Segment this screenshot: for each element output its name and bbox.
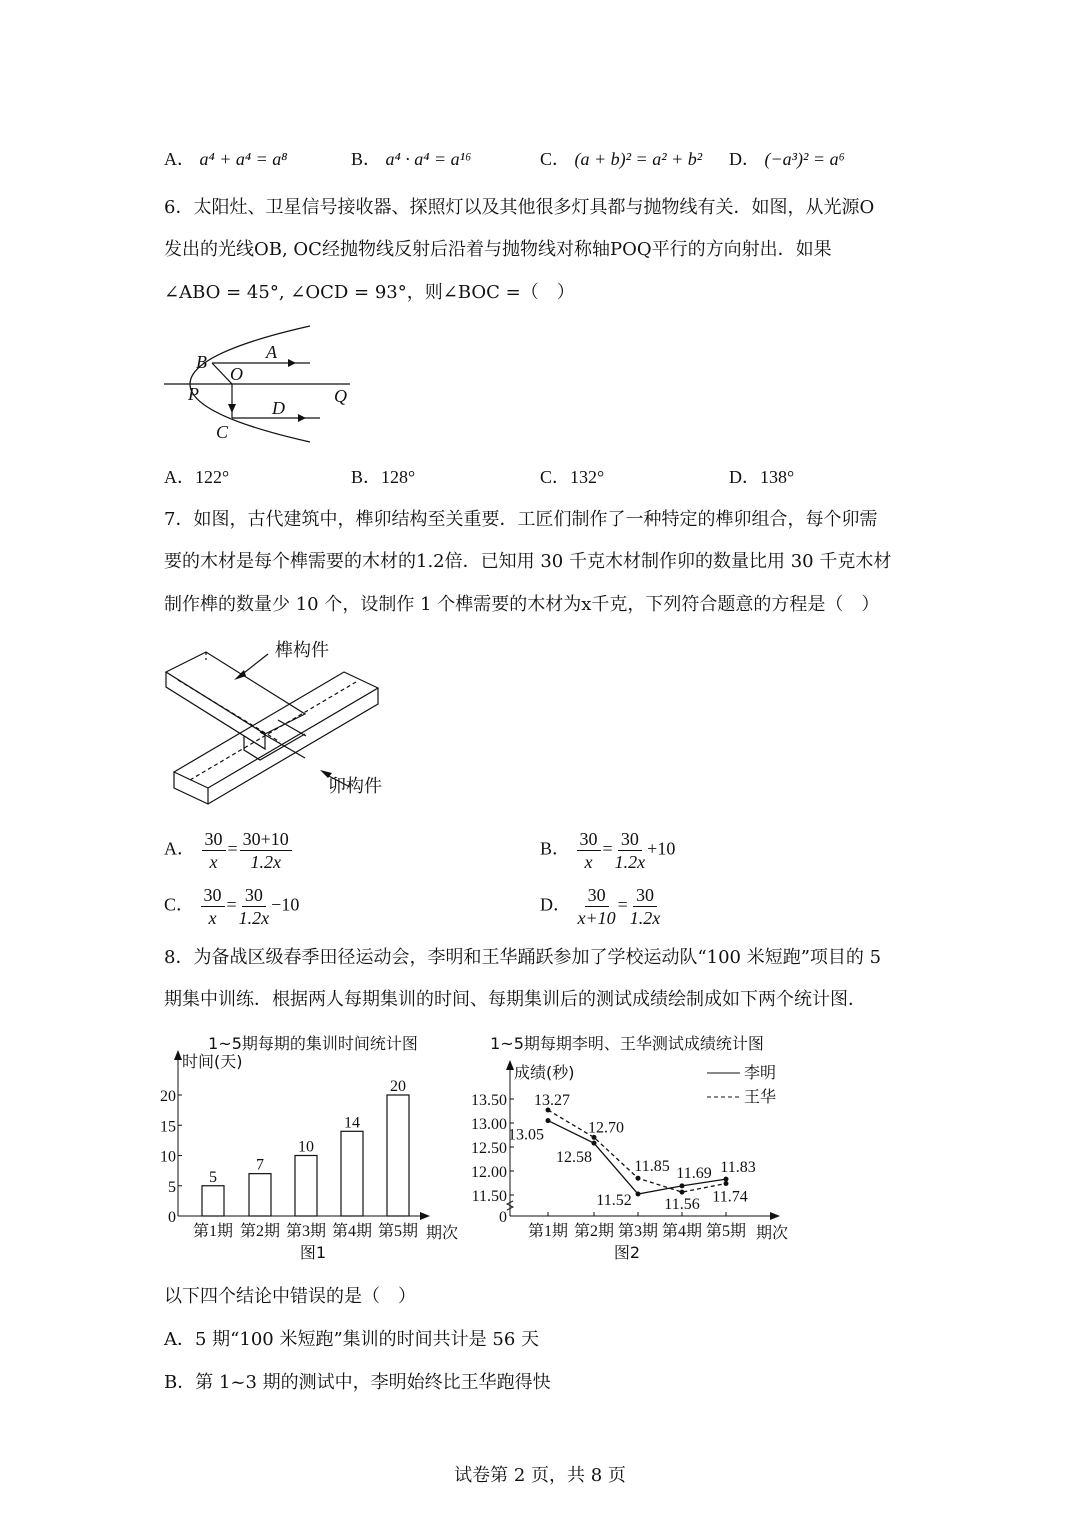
- data-label: 12.58: [556, 1149, 592, 1167]
- q5-option-b: [351, 147, 471, 171]
- fraction: [578, 884, 616, 929]
- q7-option-c: C． $\frac{30}{x}$ = $\frac{30}{1.2x}$ −10: [164, 885, 300, 928]
- option-text: 132°: [570, 467, 605, 487]
- q6-option-c: [540, 465, 604, 489]
- chart-title: 1~5期每期李明、王华测试成绩统计图: [490, 1034, 764, 1053]
- y-tick-label: 0: [168, 1209, 176, 1226]
- q6-text-line: 发出的光线OB, OC经抛物线反射后沿着与抛物线对称轴POQ平行的方向射出．如果: [164, 239, 832, 260]
- data-point: [592, 1141, 597, 1146]
- tail: +10: [647, 838, 676, 859]
- denominator: 1.2x: [614, 852, 646, 872]
- data-point: [724, 1177, 729, 1182]
- bar: [295, 1156, 317, 1217]
- option-expr: (a + b)² = a² + b²: [574, 149, 703, 169]
- option-expr: a⁴ + a⁴ = a⁸: [199, 149, 288, 169]
- numerator: 30: [577, 828, 601, 851]
- data-label: 11.56: [664, 1196, 700, 1214]
- option-label: A．: [164, 467, 195, 487]
- q6-option-d: [729, 465, 794, 489]
- legend-label: 李明: [744, 1063, 777, 1082]
- y-tick-label: 13.50: [471, 1092, 507, 1109]
- q5-option-a: [164, 147, 288, 171]
- bar: [202, 1186, 224, 1216]
- q8-option-a: A．5 期“100 米短跑”集训的时间共计是 56 天: [164, 1329, 540, 1350]
- option-label: B．: [351, 149, 382, 169]
- x-tick-label: 第5期: [377, 1223, 419, 1240]
- x-tick-label: 第3期: [285, 1223, 327, 1240]
- denominator: 1.2x: [250, 852, 281, 872]
- q7-text-line: 7．如图，古代建筑中，榫卯结构至关重要．工匠们制作了一种特定的榫卯组合，每个卯需: [164, 509, 878, 530]
- bar-value-label: 7: [256, 1156, 264, 1174]
- chart-caption: 图1: [299, 1243, 327, 1262]
- option-label: D．: [729, 467, 760, 487]
- fraction: [239, 884, 270, 929]
- label-q: Q: [334, 386, 347, 406]
- denominator: x: [208, 908, 217, 928]
- parabola-figure: [160, 318, 360, 446]
- q6-text-line: ∠ABO = 45°, ∠OCD = 93°，则∠BOC =（ ）: [164, 282, 575, 303]
- option-label: A．: [164, 838, 195, 859]
- option-expr: a⁴ · a⁴ = a¹⁶: [385, 149, 472, 169]
- q7-text-line: 要的木材是每个榫需要的木材的1.2倍．已知用 30 千克木材制作卯的数量比用 30 千克木材: [164, 551, 892, 572]
- bar-value-label: 14: [344, 1114, 360, 1132]
- x-tick-label: 第5期: [705, 1223, 747, 1240]
- y-tick-label: 12.00: [471, 1164, 507, 1181]
- option-label: A．: [164, 149, 195, 169]
- x-axis-arrow: [420, 1212, 430, 1220]
- data-label: 13.05: [508, 1126, 544, 1144]
- bar-value-label: 10: [298, 1138, 314, 1156]
- option-text: 138°: [760, 467, 795, 487]
- option-text: 128°: [381, 467, 416, 487]
- y-tick-label: 5: [168, 1178, 176, 1196]
- numerator: 30: [618, 828, 642, 851]
- x-tick-label: 第2期: [239, 1223, 281, 1240]
- q7-option-b: B． $\frac{30}{x}$ = $\frac{30}{1.2x}$ +10: [540, 829, 676, 872]
- y-tick-label: 15: [160, 1118, 176, 1136]
- fraction: [630, 884, 661, 929]
- data-label: 11.85: [634, 1158, 670, 1176]
- x-tick-label: 第4期: [661, 1223, 703, 1240]
- label-a: A: [266, 342, 277, 362]
- y-axis-arrow: [174, 1050, 182, 1060]
- x-tick-label: 第4期: [331, 1223, 373, 1240]
- q7-option-d: D． $\frac{30}{x+10}$ = $\frac{30}{1.2x}$: [540, 885, 661, 928]
- q5-option-c: [540, 147, 702, 171]
- option-expr: (−a³)² = a⁶: [764, 149, 845, 169]
- numerator: 30: [242, 884, 266, 907]
- q7-option-a: A． $\frac{30}{x}$ = $\frac{30+10}{1.2x}$: [164, 828, 294, 873]
- label-p: P: [188, 384, 199, 404]
- q8-question: 以下四个结论中错误的是（ ）: [164, 1286, 416, 1307]
- denominator: 1.2x: [238, 908, 270, 928]
- bar-value-label: 5: [209, 1168, 217, 1186]
- numerator: 30: [585, 884, 609, 907]
- option-label: B．: [540, 838, 571, 859]
- denominator: x: [584, 852, 593, 872]
- y-axis-arrow: [506, 1060, 514, 1070]
- fraction: [201, 884, 225, 929]
- label-b: B: [196, 352, 207, 372]
- denominator: 1.2x: [629, 908, 661, 928]
- option-label: B．: [351, 467, 382, 487]
- y-axis-label: 成绩(秒): [514, 1063, 575, 1082]
- bar: [341, 1131, 363, 1216]
- fraction: [577, 828, 601, 873]
- data-label: 11.83: [720, 1159, 756, 1177]
- option-label: D．: [729, 149, 760, 169]
- bar: [387, 1095, 409, 1216]
- denominator: x+10: [577, 908, 616, 928]
- data-label: 11.52: [596, 1192, 632, 1210]
- x-axis-label: 期次: [756, 1223, 789, 1242]
- mortise-label: 卯构件: [328, 776, 382, 797]
- data-point: [636, 1192, 641, 1197]
- y-tick-label: 10: [160, 1148, 176, 1166]
- q6-option-b: [351, 465, 415, 489]
- data-point: [724, 1181, 729, 1186]
- x-tick-label: 第3期: [617, 1223, 659, 1240]
- y-tick-label: 11.50: [471, 1188, 507, 1205]
- tenon-label: 榫构件: [275, 640, 329, 661]
- y-axis-label: 时间(天): [182, 1052, 243, 1071]
- denominator: x: [209, 852, 218, 872]
- x-axis-label: 期次: [426, 1223, 459, 1242]
- option-label: C．: [164, 894, 195, 915]
- x-tick-label: 第1期: [527, 1223, 569, 1240]
- numerator: 30+10: [240, 828, 292, 851]
- axis-break: [507, 1201, 513, 1210]
- data-label: 11.69: [676, 1164, 712, 1182]
- tail: −10: [271, 894, 300, 915]
- q7-text-line: 制作榫的数量少 10 个，设制作 1 个榫需要的木材为x千克，下列符合题意的方程是（ ）: [164, 594, 880, 615]
- page-footer: 试卷第 2 页，共 8 页: [454, 1465, 626, 1486]
- label-c: C: [216, 422, 229, 442]
- option-label: C．: [540, 149, 571, 169]
- option-label: C．: [540, 467, 571, 487]
- data-label: 13.27: [534, 1092, 570, 1110]
- line-chart-test-scores: [460, 1030, 810, 1270]
- data-point: [680, 1190, 685, 1195]
- legend-label: 王华: [744, 1087, 777, 1106]
- bar-chart-training-days: [160, 1030, 460, 1270]
- y-tick-label: 12.50: [471, 1140, 507, 1157]
- mortise-tenon-figure: [160, 632, 420, 807]
- fraction: [202, 828, 226, 873]
- x-axis-arrow: [770, 1212, 780, 1220]
- y-tick-label: 20: [160, 1088, 176, 1105]
- data-point: [680, 1183, 685, 1188]
- numerator: 30: [633, 884, 657, 907]
- q8-text-line: 8．为备战区级春季田径运动会，李明和王华踊跃参加了学校运动队“100 米短跑”项目的 5: [164, 947, 882, 968]
- option-text: 122°: [195, 467, 230, 487]
- q5-option-d: [729, 147, 845, 171]
- x-tick-label: 第1期: [192, 1223, 234, 1240]
- numerator: 30: [202, 828, 226, 851]
- q8-text-line: 期集中训练．根据两人每期集训的时间、每期集训后的测试成绩绘制成如下两个统计图．: [164, 989, 866, 1010]
- chart-title: 1~5期每期的集训时间统计图: [208, 1034, 418, 1053]
- data-point: [546, 1118, 551, 1123]
- chart-caption: 图2: [613, 1243, 641, 1262]
- y-tick-label: 13.00: [471, 1116, 507, 1133]
- label-o: O: [230, 364, 243, 384]
- q8-option-b: B．第 1~3 期的测试中，李明始终比王华跑得快: [164, 1372, 551, 1393]
- data-point: [636, 1176, 641, 1181]
- q6-option-a: [164, 465, 229, 489]
- x-tick-label: 第2期: [573, 1223, 615, 1240]
- option-label: D．: [540, 894, 571, 915]
- fraction: [615, 828, 646, 873]
- bar: [249, 1174, 271, 1216]
- data-label: 12.70: [588, 1119, 624, 1137]
- data-label: 11.74: [712, 1188, 748, 1206]
- y-tick-label: 0: [499, 1209, 507, 1226]
- label-d: D: [272, 398, 285, 418]
- fraction: [240, 828, 292, 873]
- numerator: 30: [201, 884, 225, 907]
- bar-value-label: 20: [390, 1078, 406, 1095]
- q6-text-line: 6．太阳灶、卫星信号接收器、探照灯以及其他很多灯具都与抛物线有关．如图，从光源O: [164, 197, 875, 218]
